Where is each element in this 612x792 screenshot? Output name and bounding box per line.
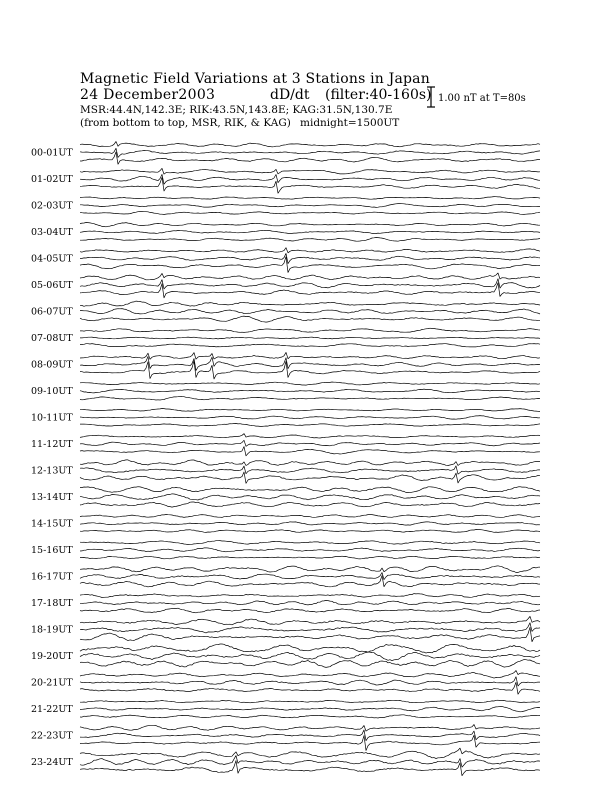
trace-msr <box>80 735 540 750</box>
trace-msr <box>80 556 540 559</box>
trace-rik <box>80 623 540 633</box>
trace-msr <box>80 502 540 507</box>
trace-kag <box>80 197 540 200</box>
trace-msr <box>80 608 540 613</box>
row-label: 12-13UT <box>31 465 73 477</box>
stations-label: MSR:44.4N,142.3E; RIK:43.5N,143.8E; KAG:31.5N,130.7E <box>80 104 393 116</box>
scale-label: 1.00 nT at T=80s <box>438 93 526 104</box>
trace-msr <box>80 530 540 533</box>
trace-kag <box>80 644 540 653</box>
row-label: 22-23UT <box>31 730 73 742</box>
trace-rik <box>80 466 540 474</box>
trace-rik <box>80 279 540 289</box>
trace-msr <box>80 152 540 164</box>
trace-rik <box>80 677 540 686</box>
chart-date: 24 December2003 <box>80 87 216 103</box>
filter-label: (filter:40-160s) <box>325 87 432 103</box>
trace-rik <box>80 148 540 157</box>
row-label: 20-21UT <box>31 677 73 689</box>
row-label: 15-16UT <box>31 545 73 556</box>
row-label: 09-10UT <box>31 386 73 397</box>
trace-kag <box>80 382 540 385</box>
row-label: 16-17UT <box>31 571 73 583</box>
row-label: 06-07UT <box>31 306 73 318</box>
row-label: 23-24UT <box>31 757 73 768</box>
trace-kag <box>80 248 540 253</box>
trace-rik <box>80 706 540 712</box>
chart-title: Magnetic Field Variations at 3 Stations in Japan <box>80 71 430 87</box>
trace-msr <box>80 212 540 215</box>
quantity-label: dD/dt <box>270 87 310 103</box>
trace-msr <box>80 660 540 668</box>
row-label: 21-22UT <box>31 704 73 715</box>
trace-kag <box>80 566 540 573</box>
row-label: 11-12UT <box>31 439 73 450</box>
trace-rik <box>80 600 540 605</box>
trace-kag <box>80 434 540 438</box>
trace-rik <box>80 253 540 263</box>
row-label: 05-06UT <box>31 280 73 291</box>
trace-order-note: (from bottom to top, MSR, RIK, & KAG) <box>80 117 291 129</box>
trace-rik <box>80 494 540 500</box>
row-label: 18-19UT <box>31 624 73 636</box>
trace-rik <box>80 416 540 420</box>
row-label: 04-05UT <box>31 253 73 265</box>
trace-kag <box>80 725 540 732</box>
trace-kag <box>80 515 540 518</box>
trace-kag <box>80 671 540 679</box>
trace-msr <box>80 761 540 776</box>
trace-rik <box>80 756 540 768</box>
trace-msr <box>80 316 540 322</box>
trace-msr <box>80 472 540 483</box>
trace-msr <box>80 682 540 694</box>
row-label: 07-08UT <box>31 333 73 344</box>
row-label: 08-09UT <box>31 359 73 371</box>
trace-msr <box>80 396 540 400</box>
trace-msr <box>80 423 540 426</box>
trace-rik <box>80 522 540 525</box>
trace-kag <box>80 541 540 545</box>
trace-rik <box>80 389 540 393</box>
trace-rik <box>80 652 540 661</box>
row-label: 17-18UT <box>31 598 73 609</box>
trace-rik <box>80 204 540 208</box>
trace-rik <box>80 573 540 580</box>
trace-rik <box>80 548 540 552</box>
trace-rik <box>80 730 540 741</box>
trace-kag <box>80 487 540 493</box>
row-label: 10-11UT <box>31 412 73 424</box>
trace-msr <box>80 238 540 242</box>
trace-kag <box>80 616 540 624</box>
trace-kag <box>80 594 540 598</box>
row-label: 01-02UT <box>31 174 73 185</box>
row-label: 14-15UT <box>31 518 73 530</box>
trace-msr <box>80 715 540 718</box>
trace-rik <box>80 309 540 314</box>
trace-kag <box>80 273 540 280</box>
row-label: 00-01UT <box>31 147 73 159</box>
trace-kag <box>80 223 540 227</box>
trace-kag <box>80 748 540 758</box>
row-label: 19-20UT <box>31 651 73 662</box>
trace-kag <box>80 301 540 306</box>
trace-msr <box>80 447 540 456</box>
trace-msr <box>80 576 540 587</box>
trace-kag <box>80 168 540 174</box>
trace-kag <box>80 142 540 147</box>
trace-rik <box>80 230 540 233</box>
row-label: 02-03UT <box>31 200 73 212</box>
trace-rik <box>80 337 540 339</box>
trace-rik <box>80 440 540 446</box>
trace-kag <box>80 460 540 466</box>
trace-kag <box>80 409 540 412</box>
trace-kag <box>80 352 540 359</box>
row-label: 03-04UT <box>31 227 73 238</box>
trace-kag <box>80 700 540 703</box>
midnight-note: midnight=1500UT <box>300 117 400 129</box>
trace-msr <box>80 344 540 347</box>
trace-rik <box>80 174 540 184</box>
trace-kag <box>80 328 540 332</box>
row-label: 13-14UT <box>31 492 73 503</box>
